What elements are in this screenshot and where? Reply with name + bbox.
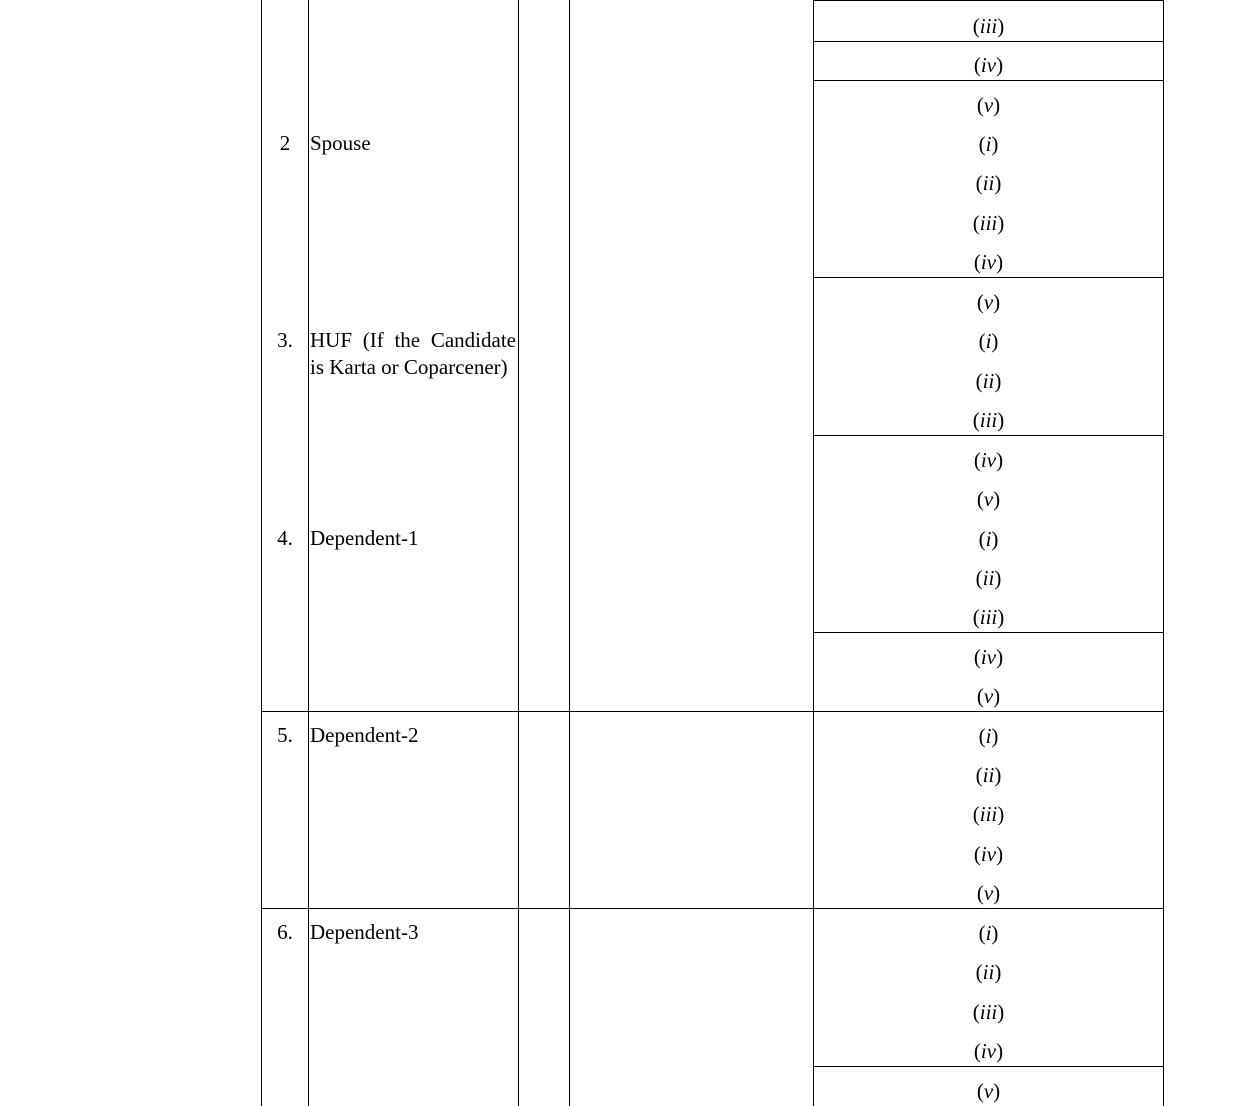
subitem-separator — [813, 277, 1164, 278]
subitem-separator — [813, 41, 1164, 42]
subitem-label: (iii) — [972, 211, 1005, 235]
subitem-separator — [813, 1066, 1164, 1067]
row-relation-name: HUF (If the Candidate is Karta or Coparcener) — [310, 328, 516, 379]
row-serial-number: 5. — [277, 723, 293, 747]
subitem-label: (v) — [976, 487, 1001, 511]
table-border-right — [1163, 0, 1164, 1106]
subitem-label: (v) — [976, 93, 1001, 117]
subitem-label: (ii) — [975, 369, 1002, 393]
subitem-separator — [813, 0, 1164, 1]
subitem-label: (i) — [978, 527, 999, 551]
subitem-separator — [813, 435, 1164, 436]
subitem-label: (i) — [978, 132, 999, 156]
column-divider-2 — [518, 0, 519, 1106]
subitem-label: (i) — [978, 329, 999, 353]
subitem-label: (i) — [978, 724, 999, 748]
column-divider-3 — [569, 0, 570, 1106]
subitem-label: (ii) — [975, 960, 1002, 984]
row-serial-number: 2 — [279, 131, 291, 155]
row-serial-number: 6. — [277, 920, 293, 944]
subitem-label: (iv) — [973, 842, 1004, 866]
subitem-label: (iii) — [972, 408, 1005, 432]
subitem-label: (ii) — [975, 566, 1002, 590]
subitem-label: (v) — [976, 290, 1001, 314]
row-relation-name: Dependent-1 — [310, 526, 419, 550]
subitem-label: (v) — [976, 881, 1001, 905]
row-relation-name: Spouse — [310, 131, 371, 155]
row-separator — [261, 711, 1164, 712]
subitem-label: (iv) — [973, 448, 1004, 472]
subitem-label: (iv) — [973, 53, 1004, 77]
subitem-label: (v) — [976, 684, 1001, 708]
subitem-label: (iii) — [972, 605, 1005, 629]
subitem-label: (ii) — [975, 171, 1002, 195]
subitem-label: (iii) — [972, 14, 1005, 38]
row-relation-name: Dependent-2 — [310, 723, 419, 747]
row-serial-number: 4. — [277, 526, 293, 550]
row-separator — [261, 908, 1164, 909]
subitem-label: (v) — [976, 1079, 1001, 1103]
subitem-label: (iii) — [972, 1000, 1005, 1024]
subitem-label: (ii) — [975, 763, 1002, 787]
subitem-label: (iii) — [972, 802, 1005, 826]
subitem-label: (i) — [978, 921, 999, 945]
subitem-label: (iv) — [973, 250, 1004, 274]
subitem-separator — [813, 632, 1164, 633]
subitem-separator — [813, 80, 1164, 81]
subitem-label: (iv) — [973, 1039, 1004, 1063]
row-relation-name: Dependent-3 — [310, 920, 419, 944]
column-divider-1 — [308, 0, 309, 1106]
row-serial-number: 3. — [277, 328, 293, 352]
subitem-label: (iv) — [973, 645, 1004, 669]
